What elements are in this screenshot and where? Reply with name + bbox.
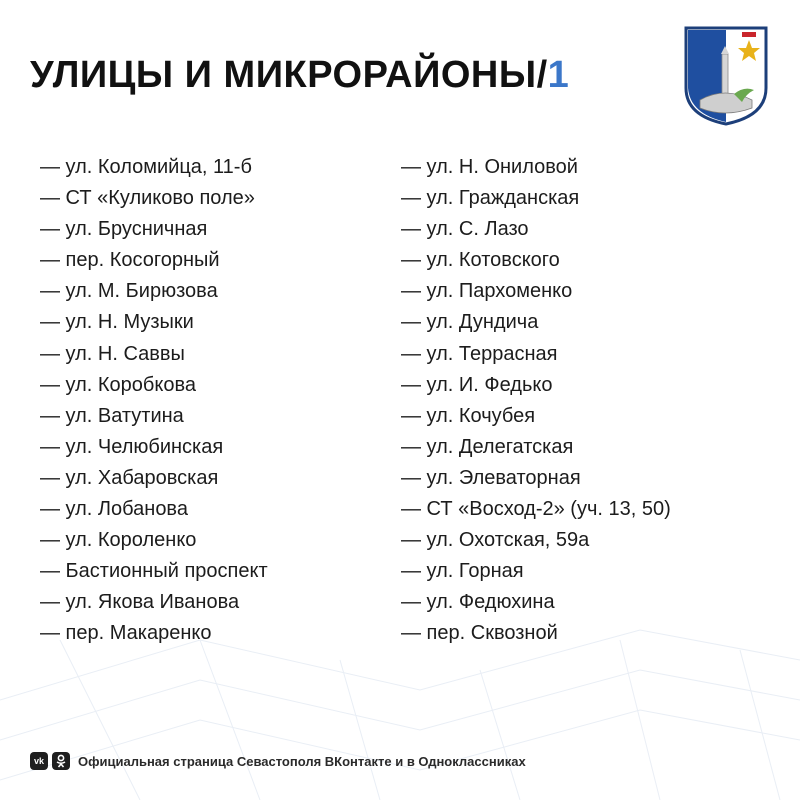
list-item: — ул. Гражданская — [401, 187, 580, 210]
list-item: — ул. Н. Ониловой — [401, 156, 578, 178]
list-item: — ул. Хабаровская — [40, 466, 219, 489]
list-item: — ул. Горная — [401, 560, 524, 583]
list-item: — ул. М. Бирюзова — [40, 280, 218, 303]
list-item: — ул. Федюхина — [401, 591, 555, 614]
sevastopol-coat-of-arms-icon — [682, 24, 770, 126]
list-item: — ул. Котовского — [401, 249, 560, 272]
list-item: — ул. Пархоменко — [401, 280, 573, 303]
list-item: — ул. Якова Иванова — [40, 591, 240, 614]
streets-list-right — [401, 152, 671, 650]
list-item: — ул. И. Федько — [401, 373, 553, 396]
list-item: — Бастионный проспект — [40, 560, 268, 583]
list-item: — ул. Коломийца, 11-б — [40, 156, 252, 178]
list-item: — ул. Делегатская — [401, 435, 574, 458]
list-item: — пер. Сквозной — [401, 622, 558, 645]
list-item: — ул. Охотская, 59а — [401, 529, 590, 552]
streets-list-left — [40, 152, 268, 650]
footer — [30, 750, 526, 772]
page-title-text: УЛИЦЫ И МИКРОРАЙОНЫ/ — [30, 54, 548, 96]
list-item: — СТ «Восход-2» (уч. 13, 50) — [401, 498, 671, 521]
list-item: — ул. Террасная — [401, 342, 558, 365]
list-item: — пер. Макаренко — [40, 622, 212, 645]
list-item: — ул. Ватутина — [40, 404, 184, 427]
list-item: — ул. Челюбинская — [40, 435, 224, 458]
list-item: — СТ «Куликово поле» — [40, 187, 255, 210]
odnoklassniki-icon[interactable] — [52, 752, 70, 770]
vk-icon[interactable]: vk — [30, 752, 48, 770]
list-item: — ул. Н. Музыки — [40, 311, 194, 334]
list-item: — ул. Элеваторная — [401, 466, 581, 489]
list-item: — ул. Короленко — [40, 529, 197, 552]
page-number: 1 — [547, 54, 570, 96]
list-item: — ул. С. Лазо — [401, 218, 529, 241]
list-item: — ул. Дундича — [401, 311, 539, 334]
list-item: — пер. Косогорный — [40, 249, 220, 272]
list-item: — ул. Лобанова — [40, 498, 188, 521]
list-item: — ул. Н. Саввы — [40, 342, 185, 365]
list-item: — ул. Коробкова — [40, 373, 196, 396]
page-title — [30, 54, 569, 97]
list-item: — ул. Брусничная — [40, 218, 208, 241]
list-item: — ул. Кочубея — [401, 404, 536, 427]
footer-text: Официальная страница Севастополя ВКонтакте и в Одноклассниках — [78, 753, 526, 769]
